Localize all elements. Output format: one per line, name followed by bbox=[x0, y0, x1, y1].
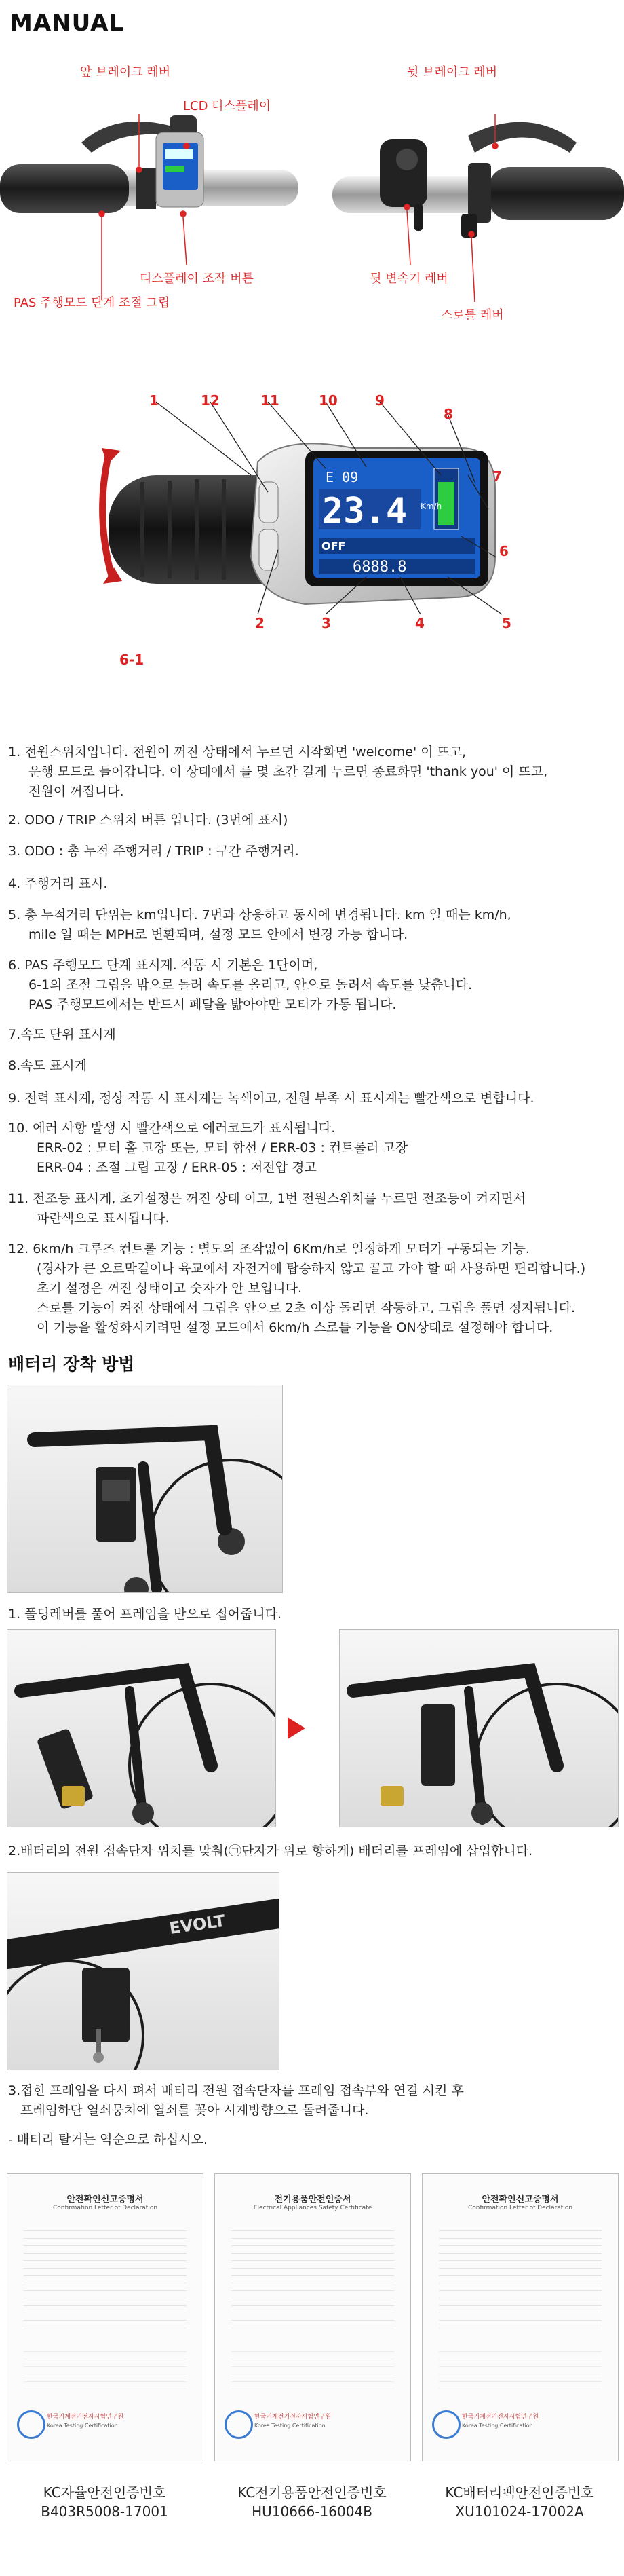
display-diagram bbox=[81, 380, 570, 679]
list-item: 7.속도 단위 표시계 bbox=[8, 1027, 116, 1042]
battery-step2-text: 2.배터리의 전원 접속단자 위치를 맞춰(㉠단자가 위로 향하게) 배터리를 프레임에 삽입합니다. bbox=[8, 1844, 533, 1859]
certificate-3: 안전확인신고증명서 Confirmation Letter of Declaration 한국기계전기전자시험연구원 Korea Testing Certification bbox=[422, 2173, 619, 2461]
frame-brand-text: EVOLT bbox=[168, 1911, 227, 1938]
label-display-button: 디스플레이 조작 버튼 bbox=[140, 272, 254, 286]
certificate-1: 안전확인신고증명서 Confirmation Letter of Declaration 한국기계전기전자시험연구원 Korea Testing Certification bbox=[7, 2173, 203, 2461]
label-front-brake: 앞 브레이크 레버 bbox=[80, 65, 171, 79]
callout-7: 7 bbox=[492, 468, 502, 485]
screen-speed: 23.4 bbox=[322, 491, 408, 531]
certificate-2-caption: KC전기용품안전인증번호 HU10666-16004B bbox=[237, 2484, 387, 2520]
list-item: 3. ODO : 총 누적 주행거리 / TRIP : 구간 주행거리. bbox=[8, 844, 299, 859]
callout-1: 1 bbox=[149, 392, 159, 409]
callout-9: 9 bbox=[375, 392, 385, 409]
label-rear-brake: 뒷 브레이크 레버 bbox=[407, 65, 498, 79]
list-item: 12. 6km/h 크루즈 컨트롤 기능 : 별도의 조작없이 6Km/h로 일정하게 모터가 구동되는 기능. (경사가 큰 오르막길이나 육교에서 자전거에 탑승하지 않고 끌고 가야 할 때 사용하면 편리합니다.) 초기 설정은 꺼진 상태이고 숫자가 안 보입니다. 스로틀 기능이 켜진 상태에서 그립을 안으로 2초 이상 돌리면 작동하고, 그립을 풀면 정지됩니다. 이 기능을 활성화시키려면 설정 모드에서 6km/h 스로틀 기능을 ON상태로 설정해야 합니다. bbox=[8, 1242, 586, 1335]
callout-10: 10 bbox=[319, 392, 338, 409]
callout-11: 11 bbox=[260, 392, 279, 409]
list-item: 8.속도 표시계 bbox=[8, 1058, 87, 1073]
certificate-3-caption: KC배터리팩안전인증번호 XU101024-17002A bbox=[445, 2484, 594, 2520]
list-item: 4. 주행거리 표시. bbox=[8, 876, 108, 891]
list-item: 1. 전원스위치입니다. 전원이 꺼진 상태에서 누르면 시작화면 'welcome' 이 뜨고, 운행 모드로 들어갑니다. 이 상태에서 를 몇 초간 길게 누르면 종료화면 'thank you' 이 뜨고, 전원이 꺼집니다. bbox=[8, 745, 548, 799]
callout-8: 8 bbox=[444, 406, 453, 422]
callout-3: 3 bbox=[321, 615, 331, 631]
callout-12: 12 bbox=[201, 392, 220, 409]
list-item: 6. PAS 주행모드 단계 표시계. 작동 시 기본은 1단이며, 6-1의 조절 그립을 밖으로 돌려 속도를 올리고, 안으로 돌려서 속도를 낮춥니다. PAS 주행모드에서는 반드시 페달을 밟아야만 모터가 가동 됩니다. bbox=[8, 958, 473, 1012]
kc-seal-icon bbox=[225, 2410, 253, 2439]
kc-seal-icon bbox=[432, 2410, 461, 2439]
callout-6: 6 bbox=[499, 543, 509, 559]
callout-5: 5 bbox=[502, 615, 511, 631]
screen-unit: Km/h bbox=[421, 502, 442, 511]
battery-step1-text: 1. 폴딩레버를 풀어 프레임을 반으로 접어줍니다. bbox=[8, 1607, 282, 1622]
battery-section-title: 배터리 장착 방법 bbox=[8, 1354, 135, 1374]
list-item: 2. ODO / TRIP 스위치 버튼 입니다. (3번에 표시) bbox=[8, 813, 288, 827]
certificate-2: 전기용품안전인증서 Electrical Appliances Safety Certificate 한국기계전기전자시험연구원 Korea Testing Certification bbox=[214, 2173, 411, 2461]
screen-off: OFF bbox=[321, 540, 346, 553]
label-rear-shift: 뒷 변속기 레버 bbox=[370, 272, 448, 286]
list-item: 5. 총 누적거리 단위는 km입니다. 7번과 상응하고 동시에 변경됩니다. km 일 때는 km/h, mile 일 때는 MPH로 변환되며, 설정 모드 안에서 변경 가능 합니다. bbox=[8, 908, 511, 942]
list-item: 9. 전력 표시계, 정상 작동 시 표시계는 녹색이고, 전원 부족 시 표시계는 빨간색으로 변합니다. bbox=[8, 1091, 534, 1106]
label-lcd: LCD 디스플레이 bbox=[183, 99, 271, 113]
battery-step3-photo bbox=[7, 1872, 279, 2070]
list-item: 11. 전조등 표시계, 초기설정은 꺼진 상태 이고, 1번 전원스위치를 누르면 전조등이 켜지면서 파란색으로 표시됩니다. bbox=[8, 1191, 526, 1226]
battery-step3-text: 3.접힌 프레임을 다시 펴서 배터리 전원 접속단자를 프레임 접속부와 연결 시킨 후 프레임하단 열쇠뭉치에 열쇠를 꽂아 시계방향으로 돌려줍니다. bbox=[8, 2083, 464, 2118]
battery-step2-photo-a bbox=[7, 1629, 276, 1827]
kc-seal-icon bbox=[17, 2410, 45, 2439]
battery-step2-photo-b bbox=[339, 1629, 619, 1827]
callout-2: 2 bbox=[255, 615, 265, 631]
page-title: MANUAL bbox=[9, 10, 125, 37]
arrow-right-icon bbox=[288, 1717, 305, 1739]
callout-4: 4 bbox=[415, 615, 425, 631]
handlebar-illustration bbox=[0, 41, 624, 333]
battery-step1-photo bbox=[7, 1385, 283, 1593]
certificate-1-caption: KC자율안전인증번호 B403R5008-17001 bbox=[41, 2484, 168, 2520]
screen-error-text: E 09 bbox=[326, 469, 359, 485]
list-item: 10. 에러 사항 발생 시 빨간색으로 에러코드가 표시됩니다. ERR-02 : 모터 홀 고장 또는, 모터 합선 / ERR-03 : 컨트롤러 고장 ERR-04 : 조절 그립 고장 / ERR-05 : 저전압 경고 bbox=[8, 1121, 408, 1175]
battery-note: - 배터리 탈거는 역순으로 하십시오. bbox=[8, 2132, 208, 2147]
screen-odo: 6888.8 bbox=[353, 559, 407, 576]
label-pas-grip: PAS 주행모드 단계 조절 그립 bbox=[14, 296, 170, 310]
label-throttle: 스로틀 레버 bbox=[441, 308, 504, 322]
callout-6-1: 6-1 bbox=[119, 652, 144, 668]
